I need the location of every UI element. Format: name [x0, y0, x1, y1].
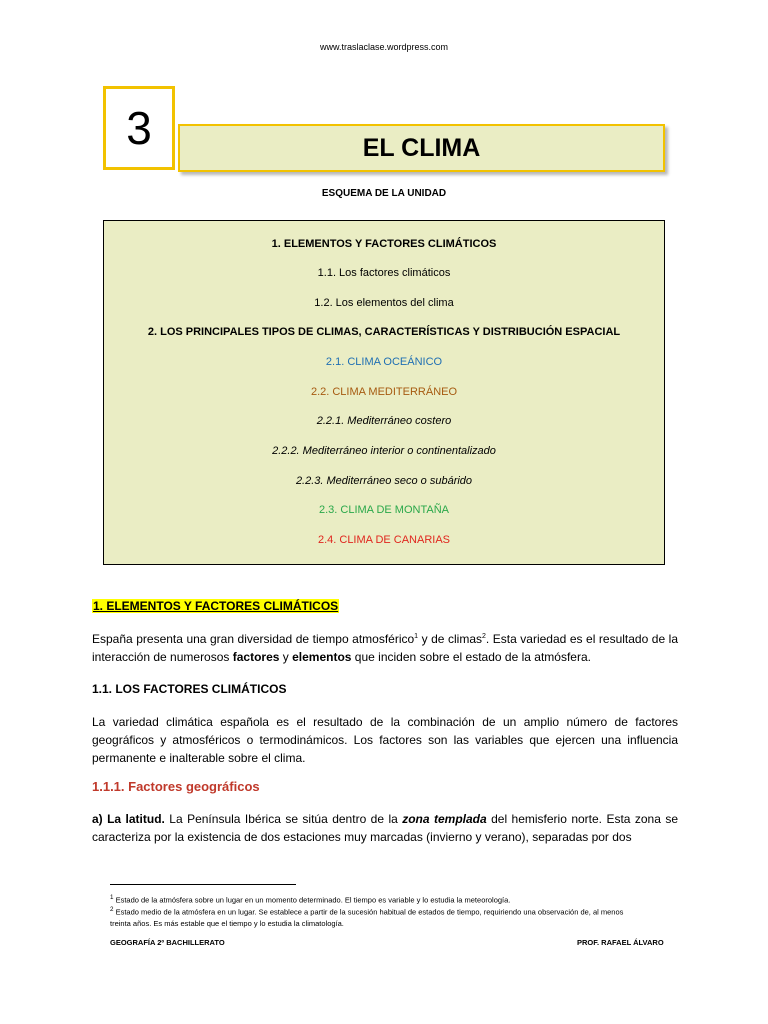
- outline-box: [103, 220, 665, 565]
- outline-item: 1. ELEMENTOS Y FACTORES CLIMÁTICOS: [271, 238, 497, 250]
- footer-course: GEOGRAFÍA 2º BACHILLERATO: [110, 938, 225, 947]
- chapter-title: EL CLIMA: [362, 133, 481, 162]
- footnote: $^2$ Estado medio de la atmósfera en un lugar. Se establece a partir de la sucesión habitual de estados de tiempo, requiriendo una observación de, al menos treinta años. Es más estable que el tiempo y lo estudia la climatología.: [110, 906, 624, 928]
- site-url: www.traslaclase.wordpress.com: [319, 42, 449, 52]
- outline-item: 2.4. CLIMA DE CANARIAS: [317, 534, 451, 546]
- outline-item: 2.2. CLIMA MEDITERRÁNEO: [310, 386, 458, 398]
- outline-item: 2.2.2. Mediterráneo interior o continentalizado: [272, 445, 496, 457]
- section-1-intro: España presenta una gran diversidad de tiempo atmosférico$^1$ y de climas$^2$. Esta variedad es el resultado de la interacción de numerosos factores y elementos que inciden sobre el estado de la atmósfera.: [92, 632, 678, 664]
- outline-item: 2.1. CLIMA OCEÁNICO: [325, 356, 443, 368]
- section-1-heading: 1. ELEMENTOS Y FACTORES CLIMÁTICOS: [93, 599, 339, 613]
- section-1-1-paragraph: La variedad climática española es el resultado de la combinación de un amplio número de factores geográficos y atmosféricos o termodinámicos. Los factores son las variables que ejercen una influencia permanente e inalterable sobre el clima.: [92, 715, 678, 765]
- footnote-separator: [110, 884, 296, 885]
- outline-item: 2.2.1. Mediterráneo costero: [316, 415, 452, 427]
- outline-item: 2.3. CLIMA DE MONTAÑA: [319, 504, 449, 516]
- outline-item: 1.1. Los factores climáticos: [317, 267, 451, 279]
- outline-item: 2.2.3. Mediterráneo seco o subárido: [295, 475, 473, 487]
- section-1-1-1-heading: 1.1.1. Factores geográficos: [92, 779, 260, 794]
- chapter-title-box: [178, 124, 665, 172]
- chapter-number-box: [103, 86, 175, 170]
- outline-item: 2. LOS PRINCIPALES TIPOS DE CLIMAS, CARACTERÍSTICAS Y DISTRIBUCIÓN ESPACIAL: [147, 326, 621, 338]
- outline-title: ESQUEMA DE LA UNIDAD: [321, 188, 447, 199]
- outline-item: 1.2. Los elementos del clima: [314, 297, 454, 309]
- footnote: $^1$ Estado de la atmósfera sobre un lugar en un momento determinado. El tiempo es variable y lo estudia la meteorología.: [110, 894, 511, 905]
- chapter-number: 3: [126, 102, 152, 154]
- latitude-paragraph: a) La latitud. La Península Ibérica se sitúa dentro de la zona templada del hemisferio norte. Esta zona se caracteriza por la existencia de dos estaciones muy marcadas (invierno y verano), separadas por dos: [92, 812, 679, 844]
- section-1-1-heading: 1.1. LOS FACTORES CLIMÁTICOS: [92, 682, 287, 696]
- footer-author: PROF. RAFAEL ÁLVARO: [577, 938, 664, 947]
